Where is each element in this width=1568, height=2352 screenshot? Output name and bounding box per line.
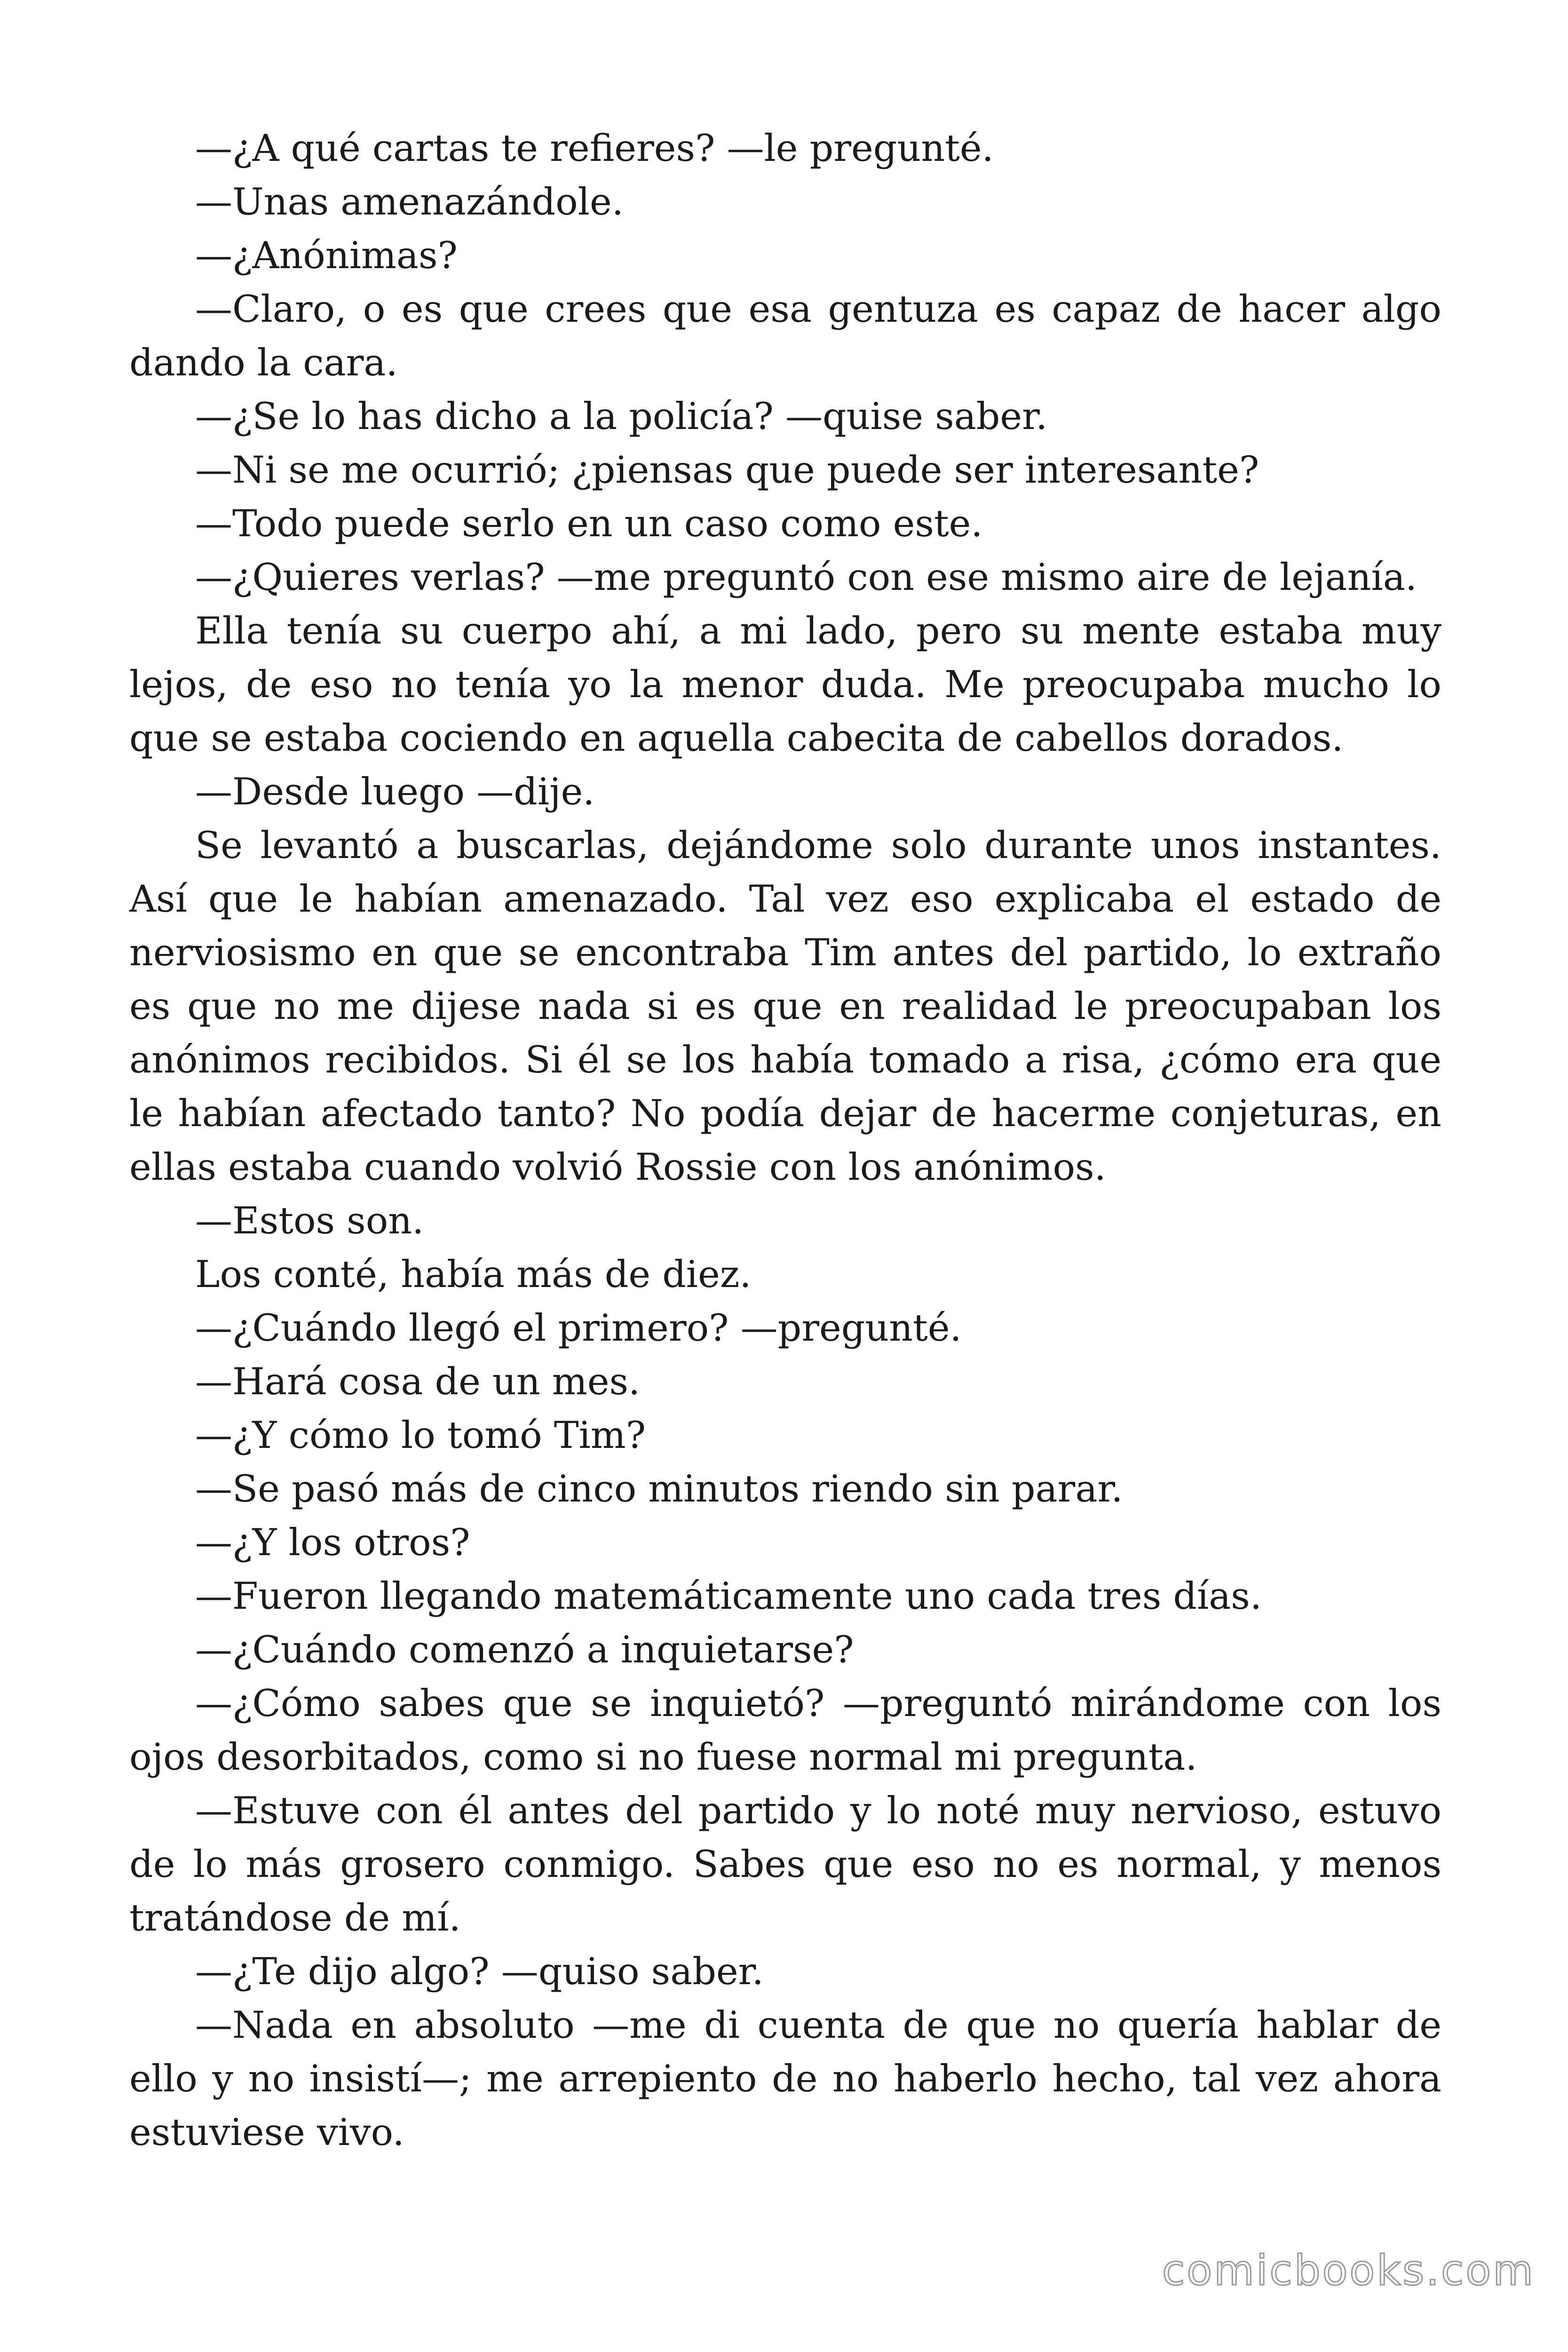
paragraph: —Nada en absoluto —me di cuenta de que no quería hablar de ello y no insistí—; me arrepiento de no haberlo hecho, tal vez ahora estuviese vivo.	[129, 2003, 1441, 2154]
paragraph: Los conté, había más de diez.	[195, 1253, 752, 1296]
paragraph: Se levantó a buscarlas, dejándome solo durante unos instantes. Así que le habían amenazado. Tal vez eso explicaba el estado de nerviosismo en que se encontraba Tim antes del partido, lo extraño es que no me dijese nada si es que en realidad le preocupaban los anónimos recibidos. Si él se los había tomado a risa, ¿cómo era que le habían afectado tanto? No podía dejar de hacerme conjeturas, en ellas estaba cuando volvió Rossie con los anónimos.	[129, 824, 1441, 1189]
paragraph: —¿Y los otros?	[195, 1521, 470, 1564]
paragraph: —¿Cuándo comenzó a inquietarse?	[195, 1628, 854, 1671]
paragraph: —Claro, o es que crees que esa gentuza es capaz de hacer algo dando la cara.	[129, 287, 1441, 384]
paragraph: —¿A qué cartas te refieres? —le pregunté.	[195, 127, 994, 170]
paragraph: —Unas amenazándole.	[195, 180, 624, 223]
body-text	[129, 121, 1441, 2159]
paragraph: —Todo puede serlo en un caso como este.	[195, 502, 983, 545]
paragraph: —Fueron llegando matemáticamente uno cada tres días.	[195, 1574, 1262, 1618]
paragraph: —Estuve con él antes del partido y lo noté muy nervioso, estuvo de lo más grosero conmigo. Sabes que eso no es normal, y menos tratándose de mí.	[129, 1789, 1441, 1939]
paragraph: —¿Se lo has dicho a la policía? —quise saber.	[195, 395, 1048, 438]
paragraph: —¿Cómo sabes que se inquietó? —preguntó mirándome con los ojos desorbitados, como si no fuese normal mi pregunta.	[129, 1682, 1441, 1779]
paragraph: —Ni se me ocurrió; ¿piensas que puede ser interesante?	[195, 448, 1259, 492]
paragraph: Ella tenía su cuerpo ahí, a mi lado, pero su mente estaba muy lejos, de eso no tenía yo la menor duda. Me preocupaba mucho lo que se estaba cociendo en aquella cabecita de cabellos dorados.	[129, 609, 1441, 760]
paragraph: —Estos son.	[195, 1199, 424, 1242]
paragraph: —Hará cosa de un mes.	[195, 1360, 641, 1403]
paragraph: —¿Anónimas?	[195, 234, 458, 277]
watermark-logo: comicbooks.com	[1162, 2246, 1535, 2295]
paragraph: —Se pasó más de cinco minutos riendo sin parar.	[195, 1467, 1123, 1510]
paragraph: —¿Quieres verlas? —me preguntó con ese mismo aire de lejanía.	[195, 556, 1417, 599]
paragraph: —¿Cuándo llegó el primero? —pregunté.	[195, 1306, 962, 1350]
paragraph: —¿Te dijo algo? —quiso saber.	[195, 1950, 764, 1993]
paragraph: —Desde luego —dije.	[195, 770, 595, 813]
paragraph: —¿Y cómo lo tomó Tim?	[195, 1414, 646, 1457]
